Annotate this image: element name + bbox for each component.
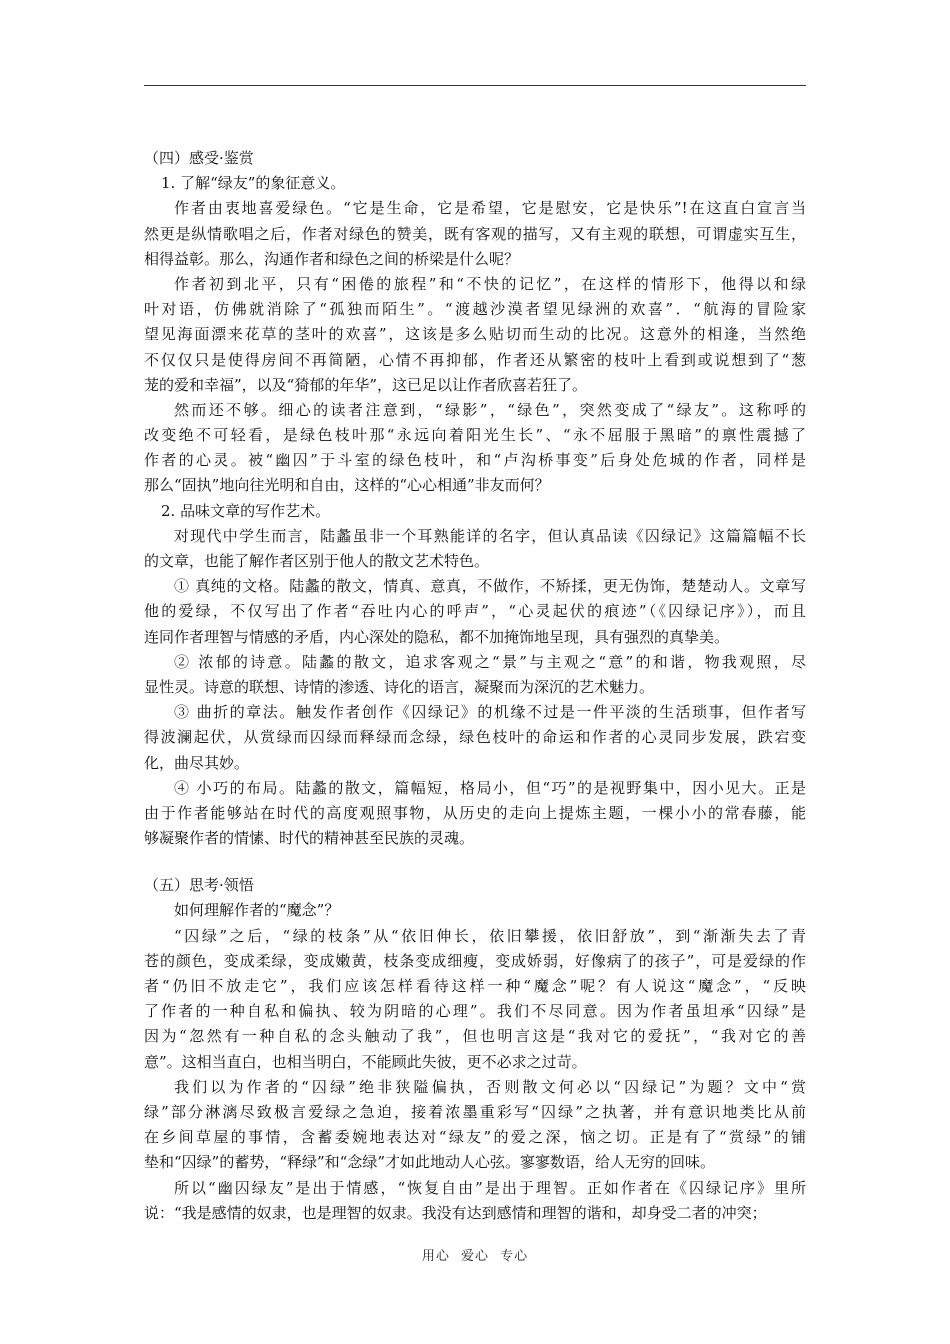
text-line: ② 浓郁的诗意。陆蠡的散文，追求客观之“景”与主观之“意”的和谐，物我观照，尽 <box>174 652 806 671</box>
paragraph <box>144 700 806 776</box>
text-line: 他的爱绿，不仅写出了作者“吞吐内心的呼声”，“心灵起伏的痕迹”（《囚绿记序》），而且 <box>144 602 806 621</box>
text-line: 垫和“囚绿”的蓄势，“释绿”和“念绿”才如此地动人心弦。寥寥数语，给人无穷的回味。 <box>144 1153 716 1172</box>
text-line: 意”。这相当直白，也相当明白，不能顾此失彼，更不必求之过苛。 <box>144 1052 587 1071</box>
text-line: 如何理解作者的“魔念”？ <box>174 901 340 920</box>
paragraph <box>144 1075 806 1176</box>
text-line: 我们以为作者的“囚绿”绝非狭隘偏执，否则散文何必以“囚绿记”为题？文中“赏 <box>174 1077 806 1096</box>
text-line: 在乡间草屋的事情，含蓄委婉地表达对“绿友”的爱之深，恼之切。正是有了“赏绿”的铺 <box>144 1128 806 1147</box>
paragraph <box>144 924 806 1075</box>
paragraph <box>144 196 806 272</box>
paragraph <box>144 650 806 700</box>
text-line: 作者的心灵。被“幽囚”于斗室的绿色枝叶，和“卢沟桥事变”后身处危城的作者，同样是 <box>144 451 806 470</box>
text-line: ④ 小巧的布局。陆蠡的散文，篇幅短，格局小，但“巧”的是视野集中，因小见大。正是 <box>174 778 806 797</box>
text-line: 对现代中学生而言，陆蠡虽非一个耳熟能详的名字，但认真品读《囚绿记》这篇篇幅不长 <box>174 526 806 545</box>
text-line: 连同作者理智与情感的矛盾，内心深处的隐私，都不加掩饰地呈现，具有强烈的真挚美。 <box>144 627 730 646</box>
header-rule <box>144 85 806 86</box>
text-line: 然更是纵情歌唱之后，作者对绿色的赞美，既有客观的描写，又有主观的联想，可谓虚实互生， <box>144 224 806 243</box>
text-line: 说：“我是感情的奴隶，也是理智的奴隶。我没有达到感情和理智的谐和，却身受二者的冲突； <box>144 1203 767 1222</box>
page-footer: 用心 爱心 专心 <box>421 1249 529 1264</box>
text-line: 苍的颜色，变成柔绿，变成嫩黄，枝条变成细瘦，变成娇弱，好像病了的孩子”，可是爱绿的作 <box>144 951 806 970</box>
text-line: 的文章，也能了解作者区别于他人的散文艺术特色。 <box>144 552 490 570</box>
text-line: 叶对语，仿佛就消除了“孤独而陌生”。“渡越沙漠者望见绿洲的欢喜”．“航海的冒险家 <box>144 300 806 319</box>
paragraph <box>144 398 806 499</box>
text-line: 显性灵。诗意的联想、诗情的渗透、诗化的语言，凝聚而为深沉的艺术魅力。 <box>144 677 655 696</box>
text-line: 改变绝不可轻看，是绿色枝叶那“永远向着阳光生长”、“永不屈服于黑暗”的禀性震撼了 <box>144 426 806 445</box>
text-line: 了作者的一种自私和偏执、较为阴暗的心理”。我们不尽同意。因为作者虽坦承“囚绿”是 <box>144 1002 806 1021</box>
text-line: 得波澜起伏，从赏绿而囚绿而释绿而念绿，绿色枝叶的命运和作者的心灵同步发展，跌宕变 <box>144 728 806 747</box>
text-line: 作者初到北平，只有“困倦的旅程”和“不快的记忆”，在这样的情形下，他得以和绿 <box>174 274 806 293</box>
text-line: 者“仍旧不放走它”，我们应该怎样看待这样一种“魔念”呢？有人说这“魔念”，“反映 <box>144 977 806 995</box>
text-line: 绿”部分淋漓尽致极言爱绿之急迫，接着浓墨重彩写“囚绿”之执著，并有意识地类比从前 <box>144 1102 806 1121</box>
paragraph <box>144 898 806 923</box>
text-line: 茏的爱和幸福”，以及“猗郁的年华”，这已足以让作者欣喜若狂了。 <box>144 375 588 394</box>
text-line: ③ 曲折的章法。触发作者创作《囚绿记》的机缘不过是一件平淡的生活琐事，但作者写 <box>174 703 806 722</box>
text-line: 化，曲尽其妙。 <box>144 753 250 772</box>
text-line: “囚绿”之后，“绿的枝条”从“依旧伸长，依旧攀援，依旧舒放”，到“渐渐失去了青 <box>174 926 806 945</box>
subheading <box>144 171 806 196</box>
text-line: 1. 了解“绿友”的象征意义。 <box>161 174 346 193</box>
section-heading: （四）感受·鉴赏 <box>144 149 254 167</box>
text-line: 够凝聚作者的情愫、时代的精神甚至民族的灵魂。 <box>144 829 475 848</box>
text-line: 然而还不够。细心的读者注意到，“绿影”，“绿色”，突然变成了“绿友”。这称呼的 <box>174 400 806 419</box>
text-line: 因为“忽然有一种自私的念头触动了我”，但也明言这是“我对它的爱抚”，“我对它的善 <box>144 1027 806 1046</box>
paragraph <box>144 776 806 852</box>
paragraph <box>144 524 806 574</box>
text-line: 2. 品味文章的写作艺术。 <box>161 501 331 520</box>
section-gap <box>144 851 806 873</box>
paragraph <box>144 272 806 398</box>
document-body <box>144 146 806 1226</box>
text-line: 望见海面漂来花草的茎叶的欢喜”，这该是多么贴切而生动的比况。这意外的相逢，当然绝 <box>144 325 806 344</box>
text-line: 作者由衷地喜爱绿色。“它是生命，它是希望，它是慰安，它是快乐”!在这直白宣言当 <box>174 199 806 218</box>
text-line: 那么“固执”地向往光明和自由，这样的“心心相通”非友而何？ <box>144 476 550 495</box>
paragraph <box>144 574 806 650</box>
text-line: 所以“幽囚绿友”是出于情感，“恢复自由”是出于理智。正如作者在《囚绿记序》里所 <box>174 1178 806 1197</box>
text-line: 相得益彰。那么，沟通作者和绿色之间的桥梁是什么呢？ <box>144 249 520 268</box>
section-heading: （五）思考·领悟 <box>144 876 254 895</box>
paragraph <box>144 1176 806 1226</box>
text-line: 不仅仅只是使得房间不再简陋，心情不再抑郁，作者还从繁密的枝叶上看到或说想到了“葱 <box>144 350 806 369</box>
text-line: 由于作者能够站在时代的高度观照事物，从历史的走向上提炼主题，一棵小小的常春藤，能 <box>144 803 806 822</box>
subheading <box>144 499 806 524</box>
text-line: ① 真纯的文格。陆蠡的散文，情真、意真，不做作，不矫揉，更无伪饰，楚楚动人。文章写 <box>174 577 806 596</box>
